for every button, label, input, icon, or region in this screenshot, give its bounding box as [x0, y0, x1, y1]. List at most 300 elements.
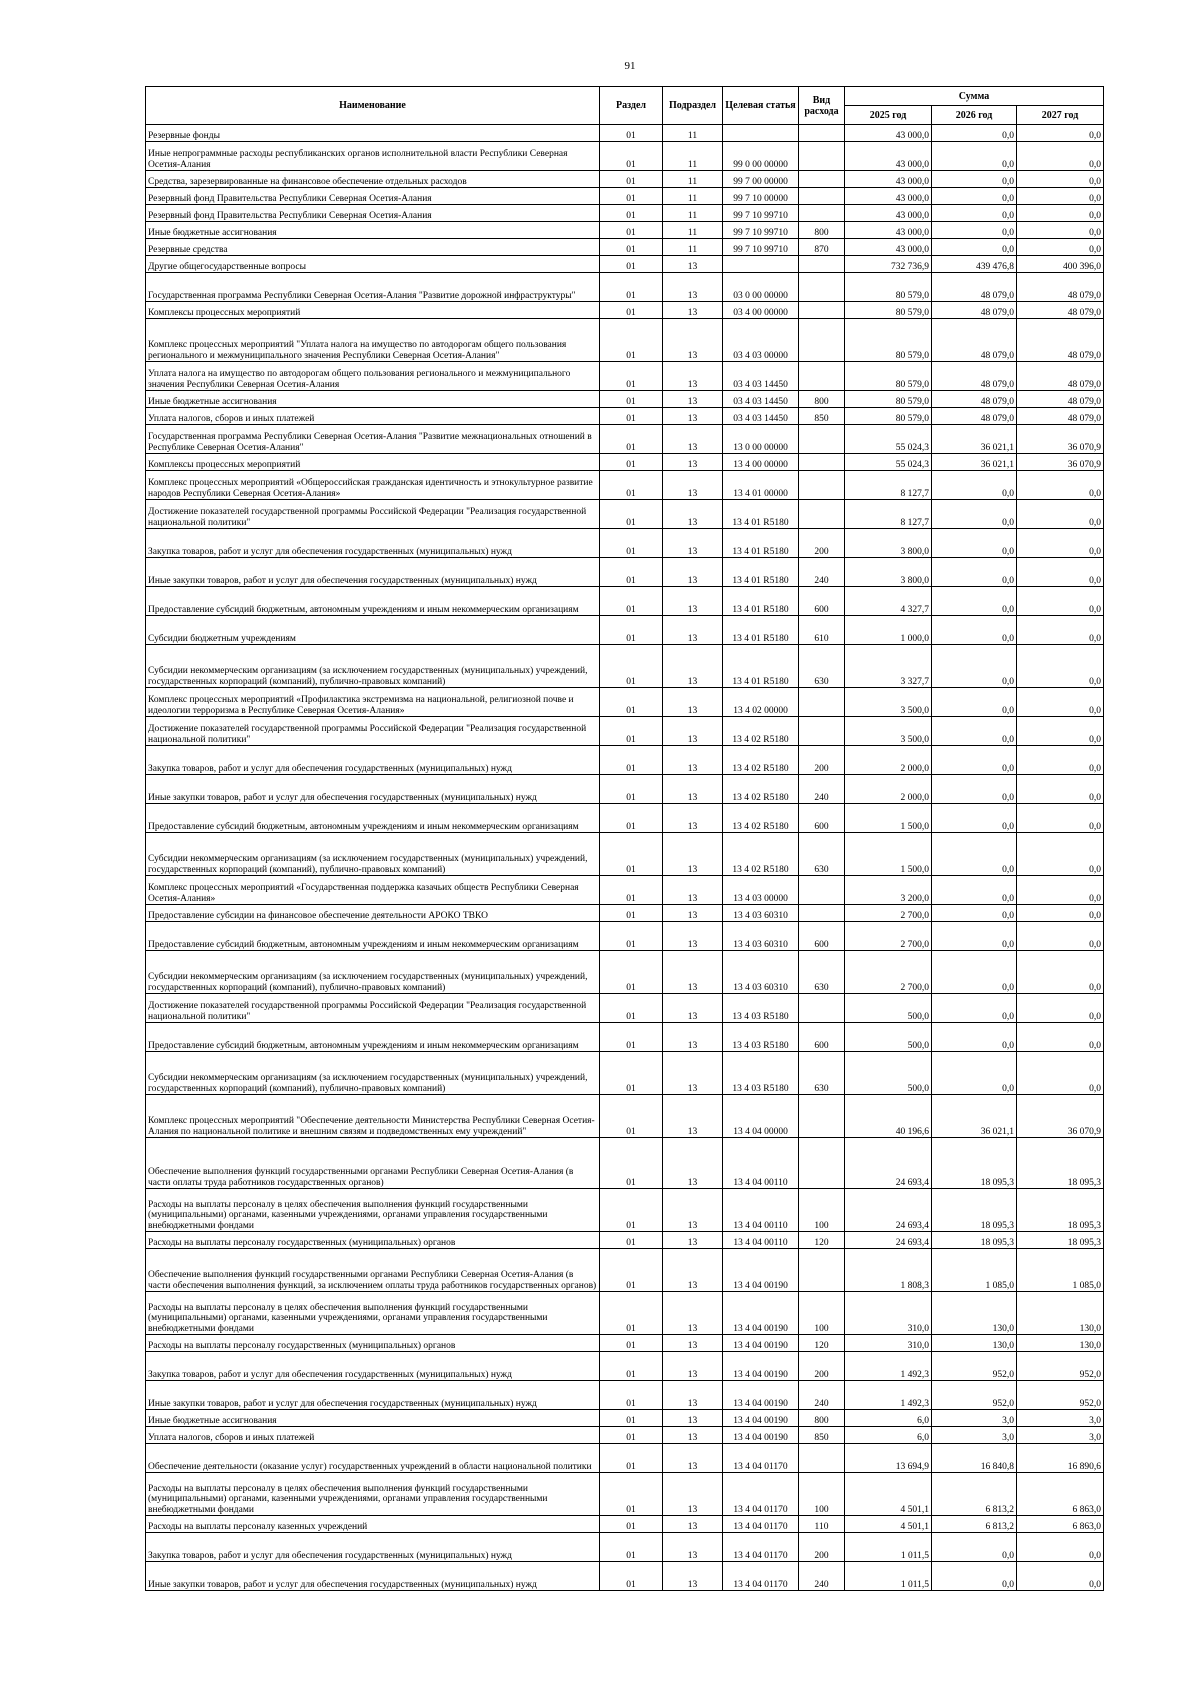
cell-target: 13 4 04 00190	[723, 1292, 799, 1335]
cell-kind	[799, 171, 845, 188]
cell-2027: 0,0	[1017, 775, 1104, 804]
cell-2025: 24 693,4	[845, 1138, 932, 1189]
cell-section: 01	[600, 1444, 663, 1473]
cell-2026: 1 085,0	[932, 1249, 1017, 1292]
table-row	[146, 239, 1104, 256]
cell-name: Комплекс процессных мероприятий "Обеспечение деятельности Министерства Республики Северная Осетия-Алания по национальной политике и внешним связям и подведомственных ему учреждений"	[146, 1095, 600, 1138]
cell-kind: 100	[799, 1292, 845, 1335]
cell-name: Иные бюджетные ассигнования	[146, 222, 600, 239]
table-row	[146, 587, 1104, 616]
cell-2025: 40 196,6	[845, 1095, 932, 1138]
cell-name: Уплата налога на имущество по автодорогам общего пользования регионального и межмуниципального значения Республики Северная Осетия-Алания	[146, 362, 600, 391]
cell-2026: 0,0	[932, 746, 1017, 775]
cell-2025: 8 127,7	[845, 500, 932, 529]
header-2025: 2025 год	[845, 106, 932, 125]
cell-name: Уплата налогов, сборов и иных платежей	[146, 1427, 600, 1444]
header-sum: Сумма	[845, 87, 1104, 106]
cell-kind	[799, 471, 845, 500]
cell-2027: 48 079,0	[1017, 362, 1104, 391]
cell-subsection: 13	[663, 1023, 723, 1052]
cell-2027: 0,0	[1017, 645, 1104, 688]
cell-kind: 630	[799, 645, 845, 688]
cell-subsection: 13	[663, 558, 723, 587]
cell-name: Комплекс процессных мероприятий «Общероссийская гражданская идентичность и этнокультурное развитие народов Республики Северная Осетия-Алания»	[146, 471, 600, 500]
cell-subsection: 13	[663, 1473, 723, 1516]
cell-name: Предоставление субсидий бюджетным, автономным учреждениям и иным некоммерческим организациям	[146, 587, 600, 616]
cell-2027: 36 070,9	[1017, 1095, 1104, 1138]
cell-subsection: 13	[663, 1444, 723, 1473]
table-row	[146, 302, 1104, 319]
cell-2026: 16 840,8	[932, 1444, 1017, 1473]
cell-kind	[799, 125, 845, 142]
table-row	[146, 425, 1104, 454]
cell-name: Уплата налогов, сборов и иных платежей	[146, 408, 600, 425]
cell-2025: 24 693,4	[845, 1232, 932, 1249]
cell-subsection: 13	[663, 717, 723, 746]
cell-subsection: 13	[663, 256, 723, 273]
table-row	[146, 1292, 1104, 1335]
cell-section: 01	[600, 239, 663, 256]
cell-2025: 1 500,0	[845, 833, 932, 876]
cell-2026: 0,0	[932, 205, 1017, 222]
cell-section: 01	[600, 587, 663, 616]
cell-name: Расходы на выплаты персоналу в целях обеспечения выполнения функций государственными (муниципальными) органами, казенными учреждениями, органами управления государственными внебюджетными фондами	[146, 1292, 600, 1335]
cell-2027: 0,0	[1017, 471, 1104, 500]
cell-2026: 439 476,8	[932, 256, 1017, 273]
cell-target: 13 4 01 R5180	[723, 645, 799, 688]
cell-kind: 600	[799, 804, 845, 833]
cell-2025: 80 579,0	[845, 319, 932, 362]
cell-2025: 43 000,0	[845, 171, 932, 188]
cell-target: 13 4 04 01170	[723, 1473, 799, 1516]
cell-2026: 0,0	[932, 188, 1017, 205]
cell-2026: 18 095,3	[932, 1189, 1017, 1232]
cell-kind: 850	[799, 1427, 845, 1444]
cell-subsection: 11	[663, 239, 723, 256]
cell-2026: 36 021,1	[932, 425, 1017, 454]
cell-2027: 0,0	[1017, 171, 1104, 188]
cell-2027: 0,0	[1017, 222, 1104, 239]
cell-name: Расходы на выплаты персоналу казенных учреждений	[146, 1516, 600, 1533]
cell-2026: 0,0	[932, 500, 1017, 529]
cell-section: 01	[600, 500, 663, 529]
cell-2027: 3,0	[1017, 1427, 1104, 1444]
cell-2025: 3 200,0	[845, 876, 932, 905]
cell-2025: 3 800,0	[845, 529, 932, 558]
cell-kind: 110	[799, 1516, 845, 1533]
cell-subsection: 13	[663, 688, 723, 717]
cell-subsection: 13	[663, 425, 723, 454]
cell-2026: 48 079,0	[932, 302, 1017, 319]
cell-2026: 6 813,2	[932, 1473, 1017, 1516]
cell-2027: 0,0	[1017, 1023, 1104, 1052]
cell-2027: 0,0	[1017, 1052, 1104, 1095]
cell-2027: 36 070,9	[1017, 425, 1104, 454]
cell-2025: 6,0	[845, 1410, 932, 1427]
cell-kind: 630	[799, 951, 845, 994]
cell-name: Иные бюджетные ассигнования	[146, 391, 600, 408]
cell-2026: 48 079,0	[932, 273, 1017, 302]
cell-subsection: 11	[663, 222, 723, 239]
cell-name: Субсидии бюджетным учреждениям	[146, 616, 600, 645]
cell-section: 01	[600, 645, 663, 688]
cell-2027: 0,0	[1017, 876, 1104, 905]
cell-name: Иные бюджетные ассигнования	[146, 1410, 600, 1427]
cell-subsection: 13	[663, 454, 723, 471]
cell-section: 01	[600, 922, 663, 951]
cell-target: 13 4 03 R5180	[723, 994, 799, 1023]
cell-subsection: 13	[663, 1095, 723, 1138]
cell-2026: 0,0	[932, 1023, 1017, 1052]
cell-2025: 2 000,0	[845, 746, 932, 775]
cell-subsection: 13	[663, 1189, 723, 1232]
cell-kind: 200	[799, 1352, 845, 1381]
cell-subsection: 13	[663, 645, 723, 688]
cell-subsection: 13	[663, 587, 723, 616]
cell-section: 01	[600, 1052, 663, 1095]
cell-name: Субсидии некоммерческим организациям (за исключением государственных (муниципальных) учреждений, государственных корпораций (компаний), публично-правовых компаний)	[146, 645, 600, 688]
cell-2025: 500,0	[845, 994, 932, 1023]
cell-kind	[799, 205, 845, 222]
cell-kind	[799, 876, 845, 905]
cell-section: 01	[600, 1410, 663, 1427]
cell-subsection: 13	[663, 616, 723, 645]
cell-name: Субсидии некоммерческим организациям (за исключением государственных (муниципальных) учреждений, государственных корпораций (компаний), публично-правовых компаний)	[146, 1052, 600, 1095]
cell-2026: 48 079,0	[932, 391, 1017, 408]
cell-subsection: 13	[663, 775, 723, 804]
cell-2027: 400 396,0	[1017, 256, 1104, 273]
cell-2027: 0,0	[1017, 804, 1104, 833]
cell-subsection: 13	[663, 922, 723, 951]
cell-kind	[799, 142, 845, 171]
table-row	[146, 408, 1104, 425]
cell-2026: 0,0	[932, 717, 1017, 746]
cell-name: Расходы на выплаты персоналу в целях обеспечения выполнения функций государственными (муниципальными) органами, казенными учреждениями, органами управления государственными внебюджетными фондами	[146, 1473, 600, 1516]
cell-2027: 6 863,0	[1017, 1516, 1104, 1533]
cell-kind	[799, 1249, 845, 1292]
cell-name: Предоставление субсидий бюджетным, автономным учреждениям и иным некоммерческим организациям	[146, 922, 600, 951]
cell-target: 13 4 04 01170	[723, 1562, 799, 1591]
table-row	[146, 500, 1104, 529]
cell-2027: 0,0	[1017, 558, 1104, 587]
cell-2027: 48 079,0	[1017, 391, 1104, 408]
cell-2025: 80 579,0	[845, 362, 932, 391]
cell-kind: 120	[799, 1232, 845, 1249]
cell-2025: 2 700,0	[845, 951, 932, 994]
cell-2025: 500,0	[845, 1023, 932, 1052]
cell-2026: 0,0	[932, 775, 1017, 804]
cell-name: Обеспечение деятельности (оказание услуг) государственных учреждений в области национальной политики	[146, 1444, 600, 1473]
cell-2026: 0,0	[932, 1052, 1017, 1095]
cell-kind: 100	[799, 1473, 845, 1516]
cell-2027: 1 085,0	[1017, 1249, 1104, 1292]
table-row	[146, 616, 1104, 645]
cell-2025: 80 579,0	[845, 302, 932, 319]
cell-section: 01	[600, 302, 663, 319]
cell-kind	[799, 273, 845, 302]
cell-2025: 3 327,7	[845, 645, 932, 688]
cell-subsection: 13	[663, 500, 723, 529]
cell-target: 13 4 01 00000	[723, 471, 799, 500]
cell-2025: 55 024,3	[845, 454, 932, 471]
cell-subsection: 13	[663, 1562, 723, 1591]
cell-subsection: 13	[663, 362, 723, 391]
cell-section: 01	[600, 1189, 663, 1232]
cell-target: 13 4 04 00190	[723, 1410, 799, 1427]
cell-2025: 24 693,4	[845, 1189, 932, 1232]
cell-2026: 48 079,0	[932, 319, 1017, 362]
cell-2025: 43 000,0	[845, 125, 932, 142]
cell-2026: 0,0	[932, 558, 1017, 587]
cell-target: 13 4 04 00190	[723, 1427, 799, 1444]
cell-kind	[799, 500, 845, 529]
cell-subsection: 11	[663, 125, 723, 142]
cell-kind: 240	[799, 1381, 845, 1410]
cell-name: Иные непрограммные расходы республиканских органов исполнительной власти Республики Северная Осетия-Алания	[146, 142, 600, 171]
cell-kind: 240	[799, 558, 845, 587]
cell-subsection: 13	[663, 951, 723, 994]
cell-2027: 36 070,9	[1017, 454, 1104, 471]
table-row	[146, 1427, 1104, 1444]
cell-2026: 0,0	[932, 688, 1017, 717]
table-row	[146, 142, 1104, 171]
cell-2025: 1 011,5	[845, 1562, 932, 1591]
cell-name: Предоставление субсидий бюджетным, автономным учреждениям и иным некоммерческим организациям	[146, 1023, 600, 1052]
cell-target: 13 4 04 00190	[723, 1381, 799, 1410]
cell-2027: 0,0	[1017, 922, 1104, 951]
cell-subsection: 13	[663, 408, 723, 425]
cell-section: 01	[600, 171, 663, 188]
cell-2026: 0,0	[932, 645, 1017, 688]
cell-name: Закупка товаров, работ и услуг для обеспечения государственных (муниципальных) нужд	[146, 529, 600, 558]
cell-section: 01	[600, 1473, 663, 1516]
cell-name: Иные закупки товаров, работ и услуг для обеспечения государственных (муниципальных) нужд	[146, 558, 600, 587]
table-row	[146, 205, 1104, 222]
cell-section: 01	[600, 256, 663, 273]
cell-2025: 3 500,0	[845, 688, 932, 717]
table-row	[146, 746, 1104, 775]
cell-target: 13 4 03 00000	[723, 876, 799, 905]
cell-2026: 0,0	[932, 1533, 1017, 1562]
cell-2026: 18 095,3	[932, 1138, 1017, 1189]
cell-kind	[799, 256, 845, 273]
cell-kind: 600	[799, 922, 845, 951]
cell-subsection: 13	[663, 1352, 723, 1381]
cell-target: 99 7 10 99710	[723, 222, 799, 239]
table-row	[146, 1410, 1104, 1427]
cell-target: 13 4 02 R5180	[723, 746, 799, 775]
cell-section: 01	[600, 205, 663, 222]
cell-target: 99 7 00 00000	[723, 171, 799, 188]
cell-2026: 0,0	[932, 804, 1017, 833]
cell-section: 01	[600, 1138, 663, 1189]
cell-target: 13 4 01 R5180	[723, 558, 799, 587]
cell-kind	[799, 425, 845, 454]
table-row	[146, 905, 1104, 922]
cell-target: 13 4 02 00000	[723, 688, 799, 717]
cell-2027: 0,0	[1017, 142, 1104, 171]
cell-name: Другие общегосударственные вопросы	[146, 256, 600, 273]
cell-2026: 0,0	[932, 142, 1017, 171]
cell-section: 01	[600, 1232, 663, 1249]
cell-target: 03 4 03 14450	[723, 362, 799, 391]
cell-name: Расходы на выплаты персоналу государственных (муниципальных) органов	[146, 1232, 600, 1249]
cell-section: 01	[600, 1249, 663, 1292]
cell-2027: 130,0	[1017, 1335, 1104, 1352]
header-name: Наименование	[146, 87, 600, 125]
cell-2027: 48 079,0	[1017, 273, 1104, 302]
cell-2025: 3 800,0	[845, 558, 932, 587]
table-row	[146, 688, 1104, 717]
cell-subsection: 13	[663, 833, 723, 876]
cell-2026: 0,0	[932, 951, 1017, 994]
cell-target: 13 4 04 01170	[723, 1533, 799, 1562]
cell-name: Обеспечение выполнения функций государственными органами Республики Северная Осетия-Алания (в части обеспечения выполнения функций, за исключением оплаты труда работников государственных органов)	[146, 1249, 600, 1292]
cell-section: 01	[600, 1023, 663, 1052]
cell-kind: 870	[799, 239, 845, 256]
cell-kind: 610	[799, 616, 845, 645]
cell-2027: 0,0	[1017, 616, 1104, 645]
cell-kind: 600	[799, 587, 845, 616]
cell-section: 01	[600, 994, 663, 1023]
cell-subsection: 13	[663, 529, 723, 558]
cell-kind: 800	[799, 391, 845, 408]
cell-name: Предоставление субсидии на финансовое обеспечение деятельности АРОКО ТВКО	[146, 905, 600, 922]
table-row	[146, 529, 1104, 558]
cell-name: Обеспечение выполнения функций государственными органами Республики Северная Осетия-Алания (в части оплаты труда работников государственных органов)	[146, 1138, 600, 1189]
cell-target: 03 4 03 00000	[723, 319, 799, 362]
cell-name: Иные закупки товаров, работ и услуг для обеспечения государственных (муниципальных) нужд	[146, 775, 600, 804]
cell-2025: 80 579,0	[845, 391, 932, 408]
cell-kind: 200	[799, 1533, 845, 1562]
cell-name: Комплексы процессных мероприятий	[146, 302, 600, 319]
cell-section: 01	[600, 319, 663, 362]
cell-target: 13 4 02 R5180	[723, 833, 799, 876]
table-row	[146, 125, 1104, 142]
cell-2026: 952,0	[932, 1381, 1017, 1410]
cell-2025: 43 000,0	[845, 205, 932, 222]
cell-name: Государственная программа Республики Северная Осетия-Алания "Развитие дорожной инфраструктуры"	[146, 273, 600, 302]
cell-subsection: 13	[663, 905, 723, 922]
cell-kind	[799, 1138, 845, 1189]
cell-target: 13 4 02 R5180	[723, 804, 799, 833]
table-row	[146, 717, 1104, 746]
cell-name: Достижение показателей государственной программы Российской Федерации "Реализация государственной национальной политики"	[146, 500, 600, 529]
table-header	[146, 87, 1104, 125]
cell-kind	[799, 188, 845, 205]
cell-2027: 0,0	[1017, 746, 1104, 775]
cell-2027: 0,0	[1017, 994, 1104, 1023]
table-row	[146, 833, 1104, 876]
cell-2026: 48 079,0	[932, 362, 1017, 391]
cell-2026: 0,0	[932, 529, 1017, 558]
cell-kind	[799, 1095, 845, 1138]
table-row	[146, 1189, 1104, 1232]
table-row	[146, 273, 1104, 302]
cell-2026: 0,0	[932, 922, 1017, 951]
cell-2025: 43 000,0	[845, 188, 932, 205]
cell-subsection: 13	[663, 471, 723, 500]
cell-target: 13 4 01 R5180	[723, 529, 799, 558]
cell-target: 99 7 10 99710	[723, 205, 799, 222]
cell-section: 01	[600, 391, 663, 408]
cell-2027: 6 863,0	[1017, 1473, 1104, 1516]
cell-section: 01	[600, 425, 663, 454]
cell-target: 13 4 03 R5180	[723, 1052, 799, 1095]
cell-target: 13 4 02 R5180	[723, 717, 799, 746]
cell-kind	[799, 1444, 845, 1473]
cell-kind	[799, 688, 845, 717]
cell-target: 13 4 04 01170	[723, 1444, 799, 1473]
cell-section: 01	[600, 1352, 663, 1381]
cell-2027: 16 890,6	[1017, 1444, 1104, 1473]
cell-name: Расходы на выплаты персоналу государственных (муниципальных) органов	[146, 1335, 600, 1352]
cell-2025: 43 000,0	[845, 142, 932, 171]
cell-2026: 130,0	[932, 1292, 1017, 1335]
cell-kind: 850	[799, 408, 845, 425]
header-section: Раздел	[600, 87, 663, 125]
table-row	[146, 1335, 1104, 1352]
cell-subsection: 13	[663, 1052, 723, 1095]
cell-2027: 0,0	[1017, 1533, 1104, 1562]
cell-2025: 2 700,0	[845, 922, 932, 951]
cell-subsection: 13	[663, 1138, 723, 1189]
cell-target: 13 4 04 00190	[723, 1249, 799, 1292]
cell-subsection: 13	[663, 319, 723, 362]
cell-2025: 310,0	[845, 1335, 932, 1352]
cell-2026: 0,0	[932, 239, 1017, 256]
table-row	[146, 1138, 1104, 1189]
cell-name: Резервный фонд Правительства Республики Северная Осетия-Алания	[146, 188, 600, 205]
table-row	[146, 256, 1104, 273]
cell-target: 13 4 04 00190	[723, 1352, 799, 1381]
table-row	[146, 645, 1104, 688]
cell-name: Достижение показателей государственной программы Российской Федерации "Реализация государственной национальной политики"	[146, 717, 600, 746]
cell-subsection: 13	[663, 1516, 723, 1533]
cell-subsection: 13	[663, 1335, 723, 1352]
cell-2027: 18 095,3	[1017, 1138, 1104, 1189]
cell-name: Иные закупки товаров, работ и услуг для обеспечения государственных (муниципальных) нужд	[146, 1562, 600, 1591]
cell-section: 01	[600, 1095, 663, 1138]
cell-2026: 0,0	[932, 125, 1017, 142]
cell-2025: 1 000,0	[845, 616, 932, 645]
cell-kind: 200	[799, 529, 845, 558]
cell-name: Достижение показателей государственной программы Российской Федерации "Реализация государственной национальной политики"	[146, 994, 600, 1023]
cell-section: 01	[600, 688, 663, 717]
cell-subsection: 13	[663, 1232, 723, 1249]
cell-2027: 0,0	[1017, 587, 1104, 616]
cell-subsection: 13	[663, 273, 723, 302]
cell-2027: 0,0	[1017, 717, 1104, 746]
table-row	[146, 1562, 1104, 1591]
cell-section: 01	[600, 1292, 663, 1335]
cell-target: 99 7 10 00000	[723, 188, 799, 205]
cell-2026: 6 813,2	[932, 1516, 1017, 1533]
cell-kind: 100	[799, 1189, 845, 1232]
cell-2027: 130,0	[1017, 1292, 1104, 1335]
cell-kind	[799, 905, 845, 922]
cell-2025: 4 501,1	[845, 1473, 932, 1516]
cell-section: 01	[600, 1562, 663, 1591]
cell-2025: 500,0	[845, 1052, 932, 1095]
cell-name: Субсидии некоммерческим организациям (за исключением государственных (муниципальных) учреждений, государственных корпораций (компаний), публично-правовых компаний)	[146, 951, 600, 994]
table-row	[146, 319, 1104, 362]
cell-name: Государственная программа Республики Северная Осетия-Алания "Развитие межнациональных отношений в Республике Северная Осетия-Алания"	[146, 425, 600, 454]
cell-section: 01	[600, 775, 663, 804]
cell-name: Комплекс процессных мероприятий "Уплата налога на имущество по автодорогам общего пользования регионального и межмуниципального значения Республики Северная Осетия-Алания"	[146, 319, 600, 362]
cell-2025: 1 011,5	[845, 1533, 932, 1562]
cell-subsection: 13	[663, 1249, 723, 1292]
